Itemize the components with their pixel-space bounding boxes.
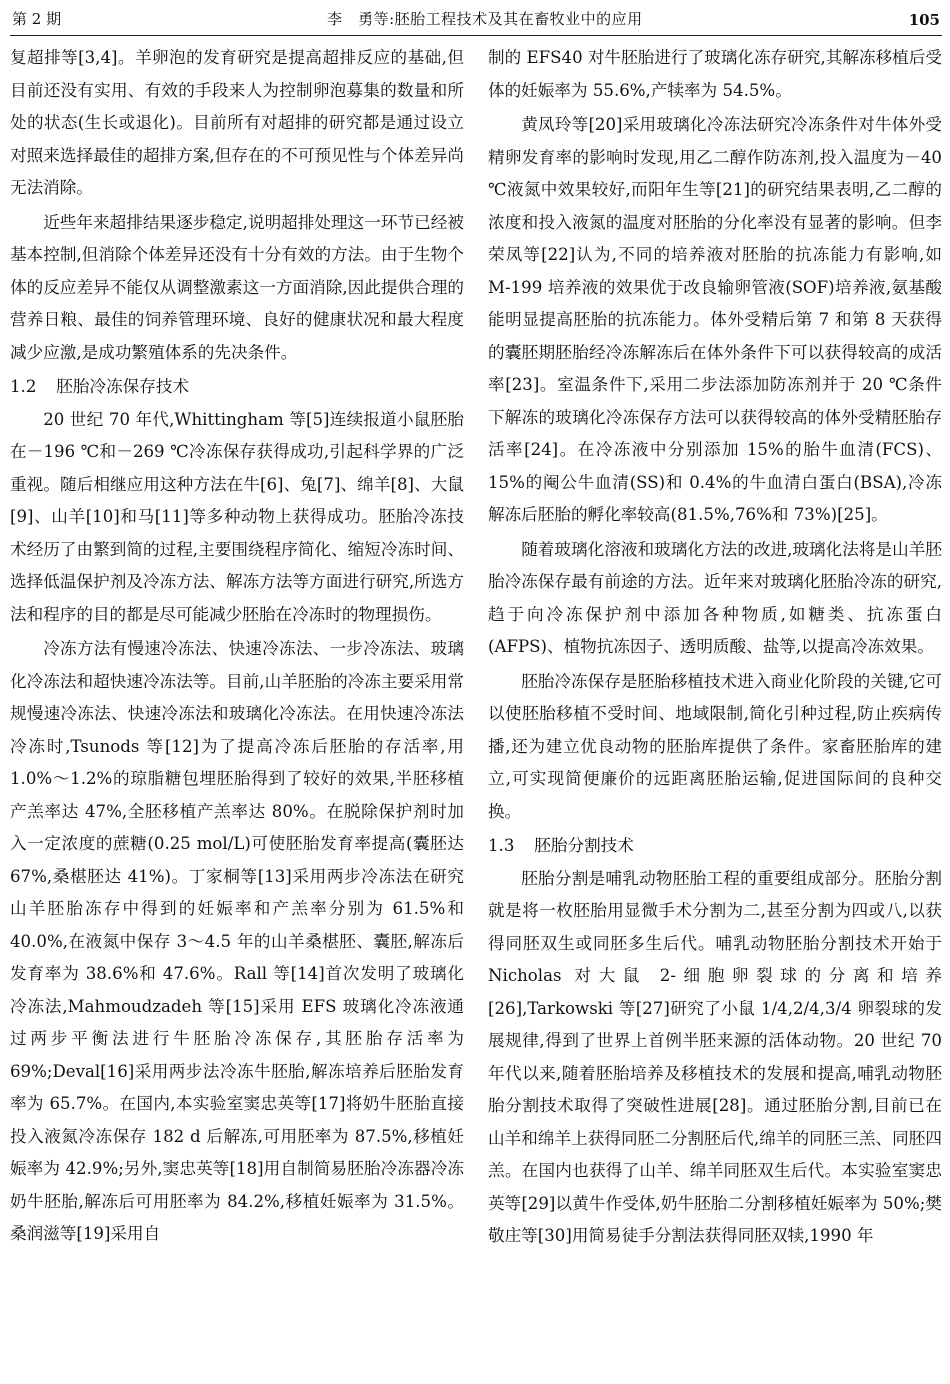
- page-number: 105: [908, 11, 940, 29]
- section-number: 1.3: [488, 836, 515, 855]
- right-column: [488, 42, 942, 1255]
- section-title: 胚胎分割技术: [534, 836, 634, 855]
- running-title: 李 勇等:胚胎工程技术及其在畜牧业中的应用: [327, 10, 643, 28]
- section-heading-1-2: [10, 371, 464, 404]
- paragraph: 胚胎冷冻保存是胚胎移植技术进入商业化阶段的关键,它可以使胚胎移植不受时间、地域限制,简化引种过程,防止疾病传播,还为建立优良动物的胚胎库提供了条件。家畜胚胎库的建立,可实现简便廉价的远距离胚胎运输,促进国际间的良种交换。: [488, 671, 942, 821]
- section-heading-1-3: [488, 830, 942, 863]
- paragraph: 黄凤玲等[20]采用玻璃化冷冻法研究冷冻条件对牛体外受精卵发育率的影响时发现,用乙二醇作防冻剂,投入温度为－40 ℃液氮中效果较好,而阳年生等[21]的研究结果表明,乙二醇的浓度和投入液氮的温度对胚胎的分化率没有显著的影响。但李荣凤等[22]认为,不同的培养液对胚胎的抗冻能力有影响,如 M-199 培养液的效果优于改良输卵管液(SOF)培养液,氨基酸能明显提高胚胎的抗冻能力。体外受精后第 7 和第 8 天获得的囊胚期胚胎经冷冻解冻后在体外条件下可以获得较高的成活率[23]。室温条件下,采用二步法添加防冻剂并于 20 ℃条件下解冻的玻璃化冷冻保存方法可以获得较高的体外受精胚胎存活率[24]。在冷冻液中分别添加 15%的胎牛血清(FCS)、15%的阉公牛血清(SS)和 0.4%的牛血清白蛋白(BSA),冷冻解冻后胚胎的孵化率较高(81.5%,76%和 73%)[25]。: [488, 115, 942, 524]
- left-column: [10, 42, 464, 1255]
- paragraph: 20 世纪 70 年代,Whittingham 等[5]连续报道小鼠胚胎在－196 ℃和－269 ℃冷冻保存获得成功,引起科学界的广泛重视。随后相继应用这种方法在牛[6]、兔[7]、绵羊[8]、大鼠[9]、山羊[10]和马[11]等多种动物上获得成功。胚胎冷冻技术经历了由繁到简的过程,主要围绕程序简化、缩短冷冻时间、选择低温保护剂及冷冻方法、解冻方法等方面进行研究,所选方法和程序的目的都是尽可能减少胚胎在冷冻时的物理损伤。: [10, 409, 464, 624]
- two-column-body: [10, 42, 942, 1255]
- paragraph: 近些年来超排结果逐步稳定,说明超排处理这一环节已经被基本控制,但消除个体差异还没有十分有效的方法。由于生物个体的反应差异不能仅从调整激素这一方面消除,因此提供合理的营养日粮、最佳的饲养管理环境、良好的健康状况和最大程度减少应激,是成功繁殖体系的先决条件。: [10, 212, 464, 362]
- paragraph: 复超排等[3,4]。羊卵泡的发育研究是提高超排反应的基础,但目前还没有实用、有效的手段来人为控制卵泡募集的数量和所处的状态(生长或退化)。目前所有对超排的研究都是通过设立对照来选择最佳的超排方案,但存在的不可预见性与个体差异尚无法消除。: [10, 48, 464, 197]
- issue-number: 第 2 期: [12, 10, 62, 28]
- running-header: [10, 0, 942, 36]
- paragraph: 制的 EFS40 对牛胚胎进行了玻璃化冻存研究,其解冻移植后受体的妊娠率为 55.6%,产犊率为 54.5%。: [488, 48, 942, 100]
- section-title: 胚胎冷冻保存技术: [56, 377, 190, 396]
- section-number: 1.2: [10, 377, 37, 396]
- paragraph: 冷冻方法有慢速冷冻法、快速冷冻法、一步冷冻法、玻璃化冷冻法和超快速冷冻法等。目前,山羊胚胎的冷冻主要采用常规慢速冷冻法、快速冷冻法和玻璃化冷冻法。在用快速冷冻法冷冻时,Tsunods 等[12]为了提高冷冻后胚胎的存活率,用 1.0%～1.2%的琼脂糖包埋胚胎得到了较好的效果,半胚移植产羔率达 47%,全胚移植产羔率达 80%。在脱除保护剂时加入一定浓度的蔗糖(0.25 mol/L)可使胚胎发育率提高(囊胚达 67%,桑椹胚达 41%)。丁家桐等[13]采用两步冷冻法在研究山羊胚胎冻存中得到的妊娠率和产羔率分别为 61.5%和 40.0%,在液氮中保存 3～4.5 年的山羊桑椹胚、囊胚,解冻后发育率为 38.6%和 47.6%。Rall 等[14]首次发明了玻璃化冷冻法,Mahmoudzadeh 等[15]采用 EFS 玻璃化冷冻液通过两步平衡法进行牛胚胎冷冻保存,其胚胎存活率为 69%;Deval[16]采用两步法冷冻牛胚胎,解冻培养后胚胎发育率为 65.7%。在国内,本实验室窦忠英等[17]将奶牛胚胎直接投入液氮冷冻保存 182 d 后解冻,可用胚率为 87.5%,移植妊娠率为 42.9%;另外,窦忠英等[18]用自制简易胚胎冷冻器冷冻奶牛胚胎,解冻后可用胚率为 84.2%,移植妊娠率为 31.5%。桑润滋等[19]采用自: [10, 639, 464, 1243]
- paragraph: 随着玻璃化溶液和玻璃化方法的改进,玻璃化法将是山羊胚胎冷冻保存最有前途的方法。近年来对玻璃化胚胎冷冻的研究,趋于向冷冻保护剂中添加各种物质,如糖类、抗冻蛋白(AFPS)、植物抗冻因子、透明质酸、盐等,以提高冷冻效果。: [488, 539, 942, 656]
- paragraph: 胚胎分割是哺乳动物胚胎工程的重要组成部分。胚胎分割就是将一枚胚胎用显微手术分割为二,甚至分割为四或八,以获得同胚双生或同胚多生后代。哺乳动物胚胎分割技术开始于 Nicholas 对大鼠 2-细胞卵裂球的分离和培养[26],Tarkowski 等[27]研究了小鼠 1/4,2/4,3/4 卵裂球的发展规律,得到了世界上首例半胚来源的活体动物。20 世纪 70 年代以来,随着胚胎培养及移植技术的发展和提高,哺乳动物胚胎分割技术取得了突破性进展[28]。通过胚胎分割,目前已在山羊和绵羊上获得同胚二分割胚后代,绵羊的同胚三羔、同胚四羔。在国内也获得了山羊、绵羊同胚双生后代。本实验室窦忠英等[29]以黄牛作受体,奶牛胚胎二分割移植妊娠率为 50%;樊敬庄等[30]用简易徒手分割法获得同胚双犊,1990 年: [488, 868, 942, 1245]
